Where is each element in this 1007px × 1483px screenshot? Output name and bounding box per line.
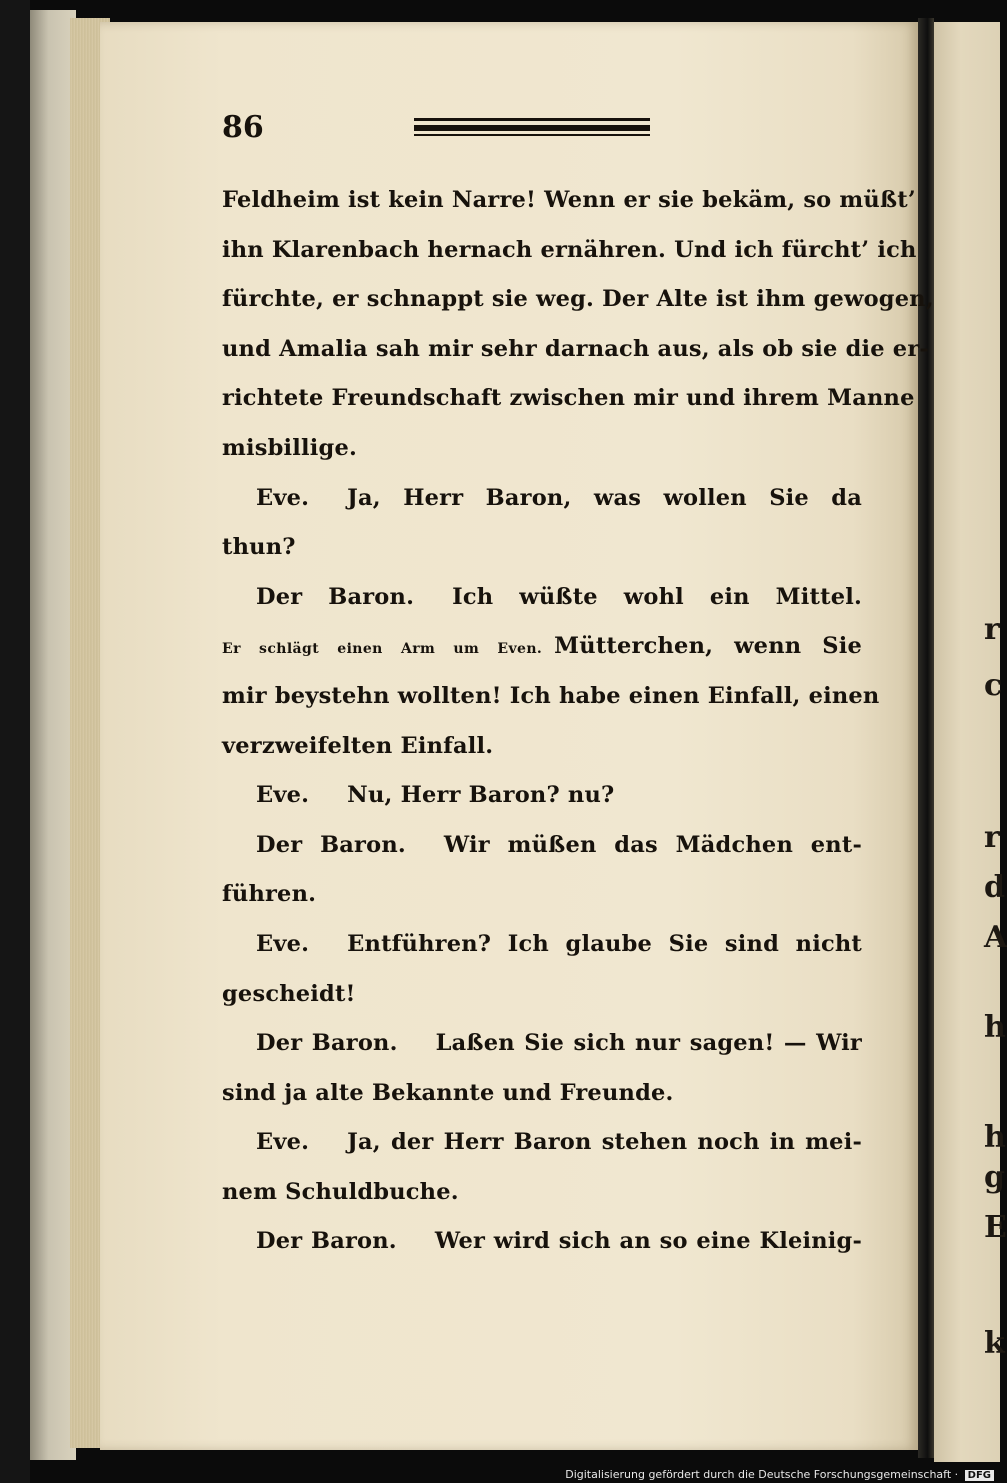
- facing-page-glyph: r: [984, 820, 1000, 855]
- line-text: nem Schuldbuche.: [222, 1178, 459, 1205]
- line-text: sind ja alte Bekannte und Freunde.: [222, 1079, 674, 1106]
- text-line: [222, 325, 929, 375]
- line-text: Entführen? Ich glaube Sie sind nicht: [347, 930, 862, 957]
- line-text: gescheidt!: [222, 980, 356, 1007]
- speaker-name: Eve.: [256, 1129, 310, 1156]
- page-body: [222, 176, 934, 1267]
- line-text: fürchte, er schnappt sie weg. Der Alte ist ihm gewogen,: [222, 286, 934, 313]
- text-line: [222, 1019, 862, 1069]
- facing-page-glyph: h: [984, 1120, 1006, 1155]
- text-line: [222, 176, 916, 226]
- line-text: Mütterchen, wenn Sie: [554, 633, 862, 660]
- line-text: verzweifelten Einfall.: [222, 732, 494, 759]
- line-text: und Amalia sah mir sehr darnach aus, als ob sie die er-: [222, 335, 929, 362]
- speaker-name: Der Baron.: [256, 1030, 398, 1057]
- text-line: [222, 474, 862, 524]
- text-line: [222, 573, 862, 623]
- text-line: [222, 722, 862, 772]
- header-rule: [414, 125, 650, 131]
- text-line: [222, 1168, 862, 1218]
- book-gutter: [918, 18, 934, 1458]
- line-text: führen.: [222, 881, 317, 908]
- line-text: Laßen Sie sich nur sagen! — Wir: [435, 1030, 862, 1057]
- text-line: [222, 374, 915, 424]
- line-text: Feldheim ist kein Narre! Wenn er sie bekäm, so müßt’: [222, 187, 916, 213]
- line-text: misbillige.: [222, 434, 358, 461]
- line-text: thun?: [222, 534, 296, 561]
- facing-page-glyph: d: [984, 870, 1005, 905]
- facing-page-glyph: c: [984, 668, 1003, 703]
- text-line: [222, 672, 880, 722]
- line-text: Ich wüßte wohl ein Mittel.: [452, 583, 862, 610]
- speaker-name: Eve.: [256, 930, 310, 957]
- speaker-name: Der Baron.: [256, 583, 415, 610]
- book-cover-edge: [0, 0, 30, 1483]
- facing-page: [934, 22, 1003, 1462]
- stage-direction: Er schlägt einen Arm um Even.: [222, 641, 543, 658]
- line-text: mir beystehn wollten! Ich habe einen Einfall, einen: [222, 682, 880, 709]
- line-text: Nu, Herr Baron? nu?: [347, 782, 615, 809]
- text-line: [222, 970, 862, 1020]
- text-line: [222, 523, 862, 573]
- text-line: [222, 1217, 862, 1267]
- text-line: [222, 870, 862, 920]
- footer-credit-text: Digitalisierung gefördert durch die Deutsche Forschungsgemeinschaft: [565, 1468, 952, 1481]
- line-text: ihn Klarenbach hernach ernähren. Und ich fürcht’ ich: [222, 236, 917, 263]
- page-number: 86: [222, 110, 264, 145]
- facing-page-glyph: A: [984, 920, 1007, 955]
- footer-credit: Digitalisierung gefördert durch die Deutsche Forschungsgemeinschaft · DFG: [565, 1468, 994, 1481]
- text-line: [222, 1069, 862, 1119]
- facing-page-glyph: g: [984, 1160, 1005, 1195]
- facing-page-glyph: k: [984, 1326, 1005, 1361]
- text-line: [222, 622, 862, 672]
- line-text: Wer wird sich an so eine Kleinig-: [434, 1228, 862, 1255]
- header-rule: [414, 134, 650, 136]
- text-line: [222, 771, 862, 821]
- speaker-name: Der Baron.: [256, 831, 406, 858]
- header-rule: [414, 118, 650, 121]
- dfg-logo: DFG: [965, 1470, 994, 1481]
- facing-page-glyph: r: [984, 612, 1000, 647]
- facing-page-glyph: E: [984, 1210, 1007, 1245]
- line-text: richtete Freundschaft zwischen mir und ihrem Manne: [222, 385, 915, 412]
- text-line: [222, 821, 862, 871]
- text-line: [222, 920, 862, 970]
- speaker-name: Der Baron.: [256, 1228, 397, 1255]
- line-text: Wir müßen das Mädchen ent-: [443, 831, 862, 858]
- speaker-name: Eve.: [256, 484, 310, 511]
- line-text: Ja, der Herr Baron stehen noch in mei-: [347, 1129, 862, 1156]
- speaker-name: Eve.: [256, 782, 310, 809]
- facing-page-glyph: h: [984, 1010, 1006, 1045]
- text-line: [222, 275, 934, 325]
- text-line: [222, 226, 917, 276]
- text-line: [222, 1118, 862, 1168]
- text-line: [222, 424, 862, 474]
- line-text: Ja, Herr Baron, was wollen Sie da: [347, 484, 862, 511]
